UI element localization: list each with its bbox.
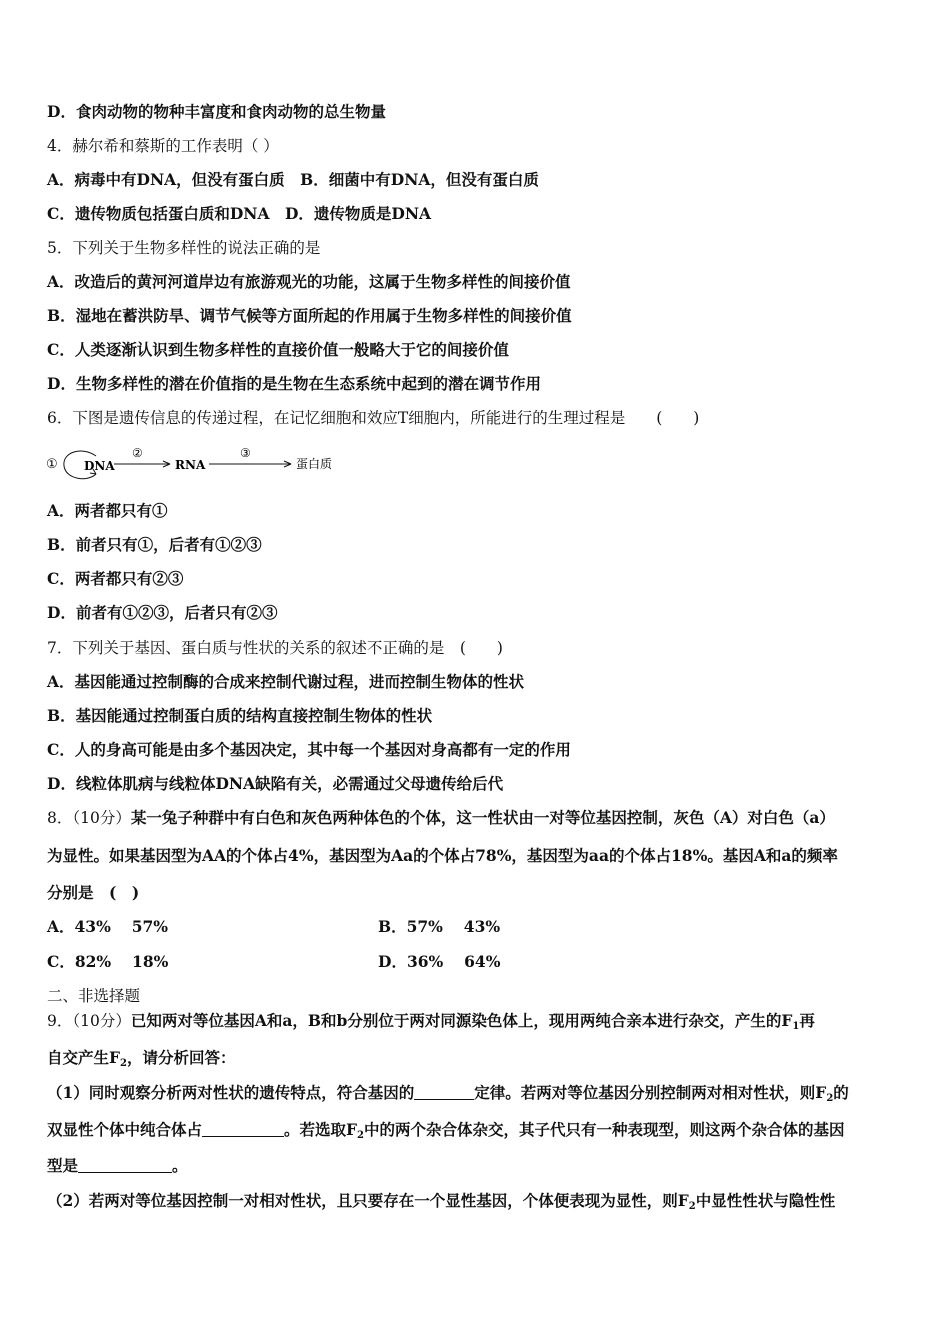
q6-number: 6． [47, 409, 73, 427]
q7-option-d: D．线粒体肌病与线粒体DNA缺陷有关，必需通过父母遗传给后代 [47, 774, 504, 793]
q5-option-b: B．湿地在蓄洪防旱、调节气候等方面所起的作用属于生物多样性的间接价值 [47, 306, 572, 325]
diagram-label-3: ③ [240, 446, 251, 460]
q4-number: 4． [47, 137, 73, 155]
q8-option-b: B．57% 43% [378, 917, 501, 936]
q8-number: 8．（10分） [47, 809, 131, 827]
q6-text: 下图是遗传信息的传递过程，在记忆细胞和效应T细胞内，所能进行的生理过程是 ( ) [72, 409, 700, 427]
q8-option-a: A．43% 57% [47, 917, 169, 936]
answer-blank-law[interactable] [414, 1084, 474, 1100]
q8-option-d: D．36% 64% [378, 952, 501, 971]
q9-p1-text-c: 的 [833, 1083, 849, 1102]
q8-stem-line1 [47, 808, 835, 828]
q8-stem-line2: 为显性。如果基因型为AA的个体占4%，基因型为Aa的个体占78%，基因型为aa的个体占18%。基因A和a的频率 [47, 846, 838, 865]
q9-part1-line2 [47, 1120, 845, 1146]
q7-stem [47, 638, 503, 658]
diagram-label-1: ① [46, 457, 58, 472]
q8-text-1: 某一兔子种群中有白色和灰色两种体色的个体，这一性状由一对等位基因控制，灰色（A）对白色（a） [130, 808, 835, 827]
q7-option-b: B．基因能通过控制蛋白质的结构直接控制生物体的性状 [47, 706, 433, 725]
q9-sub-2: 2 [120, 1058, 127, 1069]
q9-sub-1: 1 [792, 1021, 800, 1032]
q5-option-d: D．生物多样性的潜在价值指的是生物在生态系统中起到的潜在调节作用 [47, 374, 541, 393]
q9-p1-text-b: 定律。若两对等位基因分别控制两对相对性状，则F [474, 1083, 827, 1102]
q9-text-1b: 再 [799, 1011, 815, 1030]
q5-stem [47, 238, 320, 258]
q9-text-2a: 自交产生F [47, 1048, 121, 1067]
q9-p1-text-a: （1）同时观察分析两对性状的遗传特点，符合基因的 [47, 1083, 415, 1102]
q5-text: 下列关于生物多样性的说法正确的是 [72, 239, 321, 257]
diagram-dna: DNA [84, 459, 115, 473]
q9-p3-text-b: 。 [172, 1156, 188, 1175]
q8-option-c: C．82% 18% [47, 952, 169, 971]
q6-option-c: C．两者都只有②③ [47, 569, 184, 588]
q9-p2-text-c: 中的两个杂合体杂交，其子代只有一种表现型，则这两个杂合体的基因 [364, 1120, 845, 1139]
q9-q2-text-a: （2）若两对等位基因控制一对相对性状，且只要存在一个显性基因，个体便表现为显性，则F [47, 1191, 689, 1210]
q9-p2-sub: 2 [357, 1130, 364, 1141]
q5-number: 5． [47, 239, 73, 257]
q9-p2-text-a: 双显性个体中纯合体占 [47, 1120, 203, 1139]
q5-option-a: A．改造后的黄河河道岸边有旅游观光的功能，这属于生物多样性的间接价值 [47, 272, 571, 291]
q7-option-c: C．人的身高可能是由多个基因决定，其中每一个基因对身高都有一定的作用 [47, 740, 571, 759]
section-2-title: 二、非选择题 [47, 987, 141, 1005]
answer-blank-ratio[interactable] [202, 1121, 284, 1137]
q9-part1-line1 [47, 1083, 849, 1109]
q7-text: 下列关于基因、蛋白质与性状的关系的叙述不正确的是 ( ) [72, 639, 503, 657]
q9-p2-text-b: 。若选取F [284, 1120, 358, 1139]
q8-stem-line3: 分别是 ( ) [47, 883, 140, 902]
q7-option-a: A．基因能通过控制酶的合成来控制代谢过程，进而控制生物体的性状 [47, 672, 525, 691]
q4-text: 赫尔希和蔡斯的工作表明（ ） [72, 137, 279, 155]
q3-option-d: D．食肉动物的物种丰富度和食肉动物的总生物量 [47, 102, 386, 121]
q6-stem [47, 408, 699, 428]
diagram-rna: RNA [175, 458, 206, 472]
q9-p3-text-a: 型是 [47, 1156, 79, 1175]
q9-q2-sub: 2 [688, 1201, 696, 1212]
q9-text-1a: 已知两对等位基因A和a，B和b分别位于两对同源染色体上，现用两纯合亲本进行杂交，产生的F [130, 1011, 793, 1030]
q9-part2-line1 [47, 1191, 835, 1217]
q9-text-2b: ，请分析回答： [126, 1048, 236, 1067]
q9-stem-line1 [47, 1011, 815, 1037]
q9-number: 9．（10分） [47, 1012, 131, 1030]
q4-options-ab: A．病毒中有DNA，但没有蛋白质 B．细菌中有DNA，但没有蛋白质 [47, 170, 539, 189]
q7-number: 7． [47, 639, 73, 657]
q9-stem-line2 [47, 1048, 236, 1074]
q6-option-b: B．前者只有①，后者有①②③ [47, 535, 262, 554]
q5-option-c: C．人类逐渐认识到生物多样性的直接价值一般略大于它的间接价值 [47, 340, 509, 359]
q6-option-a: A．两者都只有① [47, 501, 168, 520]
diagram-protein: 蛋白质 [296, 457, 333, 471]
q9-q2-text-b: 中显性性状与隐性性 [695, 1191, 836, 1210]
q9-part1-line3 [47, 1156, 188, 1176]
diagram-label-2: ② [132, 446, 143, 460]
q6-option-d: D．前者有①②③，后者只有②③ [47, 603, 278, 622]
genetic-flow-diagram [44, 444, 344, 484]
q9-p1-sub: 2 [826, 1093, 834, 1104]
q4-stem [47, 136, 279, 156]
q4-options-cd: C．遗传物质包括蛋白质和DNA D．遗传物质是DNA [47, 204, 432, 223]
answer-blank-genotype[interactable] [78, 1157, 172, 1173]
